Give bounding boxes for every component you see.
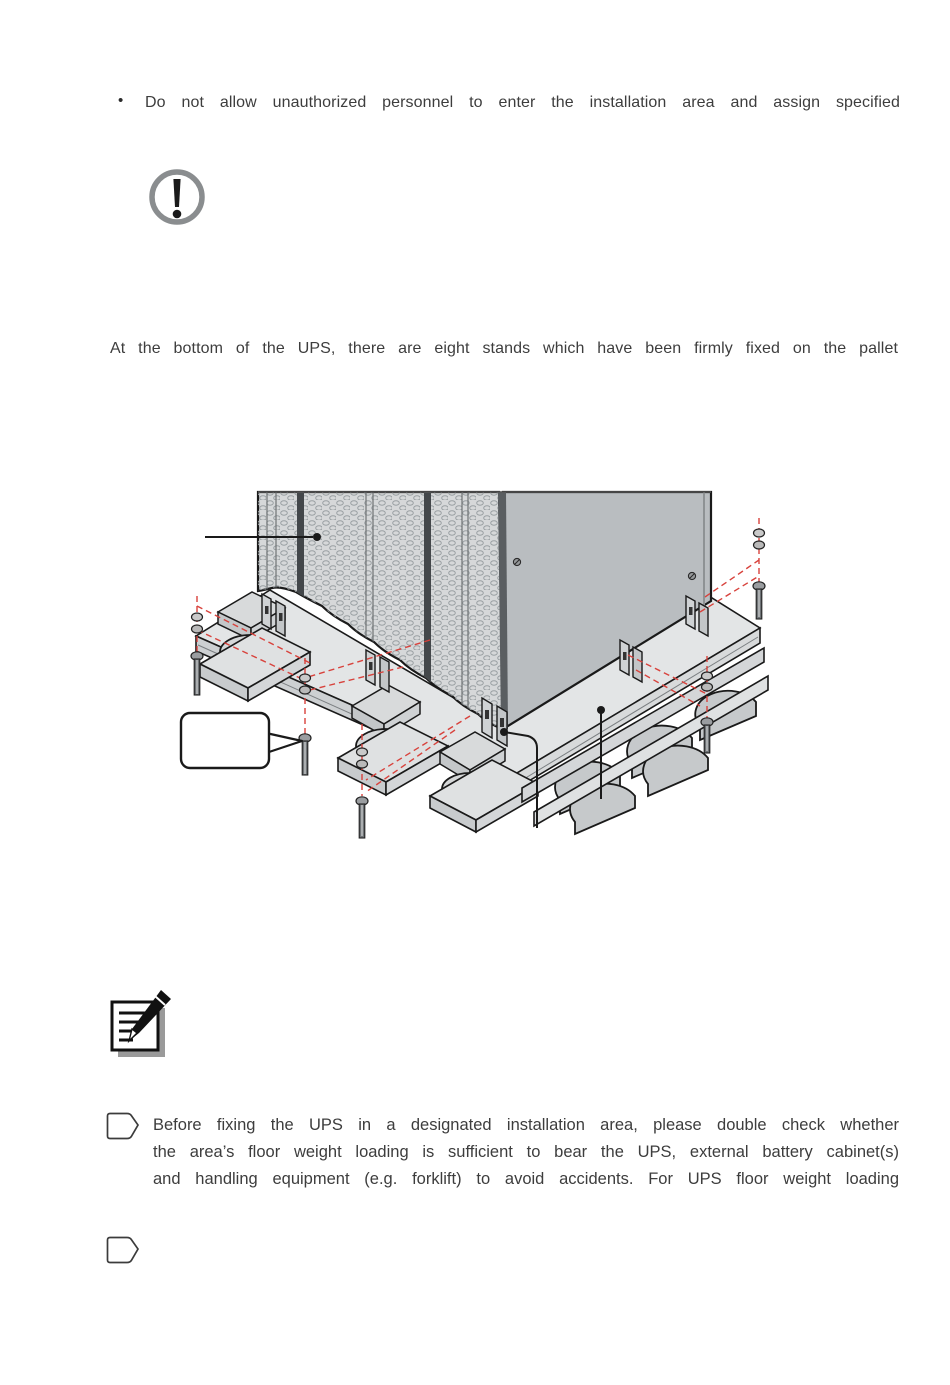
panel-screw-icon — [688, 572, 695, 579]
bullet-text: Do not allow unauthorized personnel to enter the installation area and assign specified — [145, 94, 900, 111]
screw-set — [356, 748, 368, 838]
tag-bullet-icon — [106, 1112, 142, 1140]
note-line: and handling equipment (e.g. forklift) to avoid accidents. For UPS floor weight loading — [153, 1170, 899, 1188]
bullet-item — [118, 92, 900, 113]
bullet-marker: • — [118, 92, 124, 109]
intro-paragraph: At the bottom of the UPS, there are eight stands which have been firmly fixed on the pallet — [110, 340, 898, 357]
panel-screw-icon — [513, 558, 520, 565]
exclamation-circle-icon — [146, 166, 210, 230]
note-line: the area’s floor weight loading is sufficient to bear the UPS, external battery cabinet(s) — [153, 1143, 899, 1161]
notepad-pen-icon — [105, 985, 185, 1065]
callout-box — [181, 713, 302, 768]
note-paragraph — [153, 1112, 899, 1193]
tag-bullet-icon — [106, 1236, 142, 1264]
screw-set — [191, 613, 203, 695]
note-line: Before fixing the UPS in a designated installation area, please double check whether — [153, 1116, 899, 1134]
ups-pallet-figure — [120, 470, 820, 855]
screw-set — [299, 674, 311, 775]
